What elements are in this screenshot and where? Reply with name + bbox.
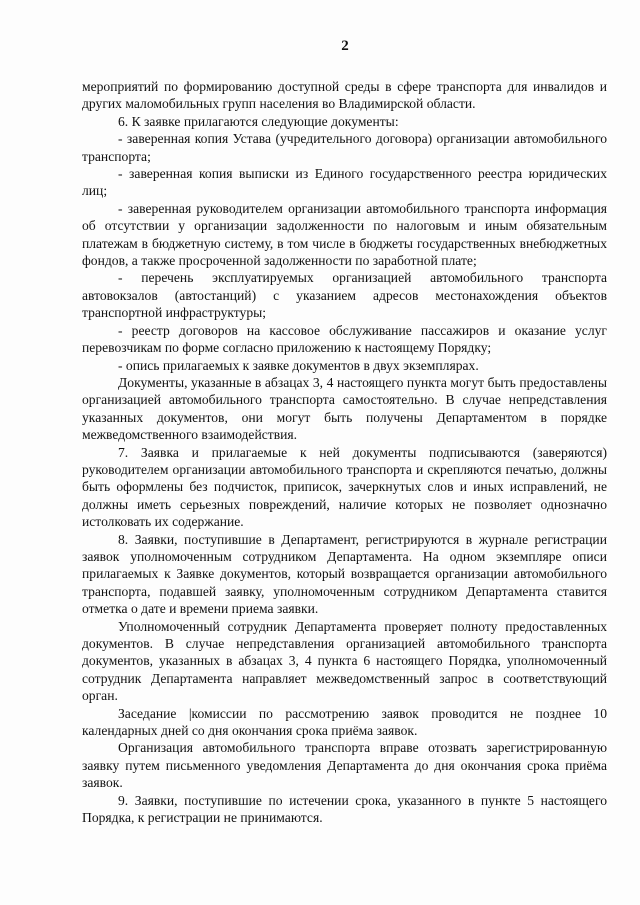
document-body (82, 78, 607, 826)
paragraph-documents-note: Документы, указанные в абзацах 3, 4 настоящего пункта могут быть предоставлены организацией автомобильного транспорта самостоятельно. В случае непредставления указанных документов, они могут быть получены Департаментом в порядке межведомственного взаимодействия. (82, 374, 607, 443)
paragraph-item-6-bus-stations-list: - перечень эксплуатируемых организацией автомобильного транспорта автовокзалов (автостанций) с указанием адресов местонахождения объектов транспортной инфраструктуры; (82, 270, 607, 321)
paragraph-verification: Уполномоченный сотрудник Департамента проверяет полноту предоставленных документов. В случае непредставления организацией автомобильного транспорта документов, указанных в абзацах 3, 4 пункта 6 настоящего Порядка, уполномоченный сотрудник Департамента направляет межведомственный запрос в соответствующий орган. (82, 618, 607, 704)
paragraph-item-6-heading: 6. К заявке прилагаются следующие документы: (118, 113, 399, 129)
paragraph-item-6-inventory: - опись прилагаемых к заявке документов в двух экземплярах. (118, 357, 479, 373)
paragraph-item-6-no-debt-info: - заверенная руководителем организации автомобильного транспорта информация об отсутствии у организации задолженности по налоговым и иным обязательным платежам в бюджетную систему, в том числе в бюджеты государственных внебюджетных фондов, а также просроченной задолженности по заработной плате; (82, 200, 607, 269)
paragraph-intro-continuation: мероприятий по формированию доступной среды в сфере транспорта для инвалидов и других маломобильных групп населения во Владимирской области. (82, 79, 607, 112)
paragraph-item-6-registry-extract: - заверенная копия выписки из Единого государственного реестра юридических лиц; (82, 166, 607, 199)
paragraph-item-8: 8. Заявки, поступившие в Департамент, регистрируются в журнале регистрации заявок уполномоченным сотрудником Департамента. На одном экземпляре описи прилагаемых к Заявке документов, который возвращается организации автомобильного транспорта, подавшей заявку, уполномоченным сотрудником Департамента ставится отметка о дате и времени приема заявки. (82, 531, 607, 617)
paragraph-item-9: 9. Заявки, поступившие по истечении срока, указанного в пункте 5 настоящего Порядка, к регистрации не принимаются. (82, 792, 607, 826)
paragraph-withdrawal: Организация автомобильного транспорта вправе отозвать зарегистрированную заявку путем письменного уведомления Департамента до дня окончания срока приёма заявок. (82, 740, 607, 791)
paragraph-item-6-contracts-register: - реестр договоров на кассовое обслуживание пассажиров и оказание услуг перевозчикам по форме согласно приложению к настоящему Порядку; (82, 322, 607, 356)
paragraph-commission-meeting: Заседание |комиссии по рассмотрению заявок проводится не позднее 10 календарных дней со дня окончания срока приёма заявок. (82, 705, 607, 739)
page-number: 2 (341, 38, 349, 54)
paragraph-item-6-charter: - заверенная копия Устава (учредительного договора) организации автомобильного транспорта; (82, 131, 607, 164)
paragraph-item-7: 7. Заявка и прилагаемые к ней документы подписываются (заверяются) руководителем организации автомобильного транспорта и скрепляются печатью, должны быть оформлены без подчисток, приписок, зачеркнутых слов и иных исправлений, не должны иметь серьезных повреждений, наличие которых не позволяет однозначно истолковать их содержание. (82, 444, 607, 530)
